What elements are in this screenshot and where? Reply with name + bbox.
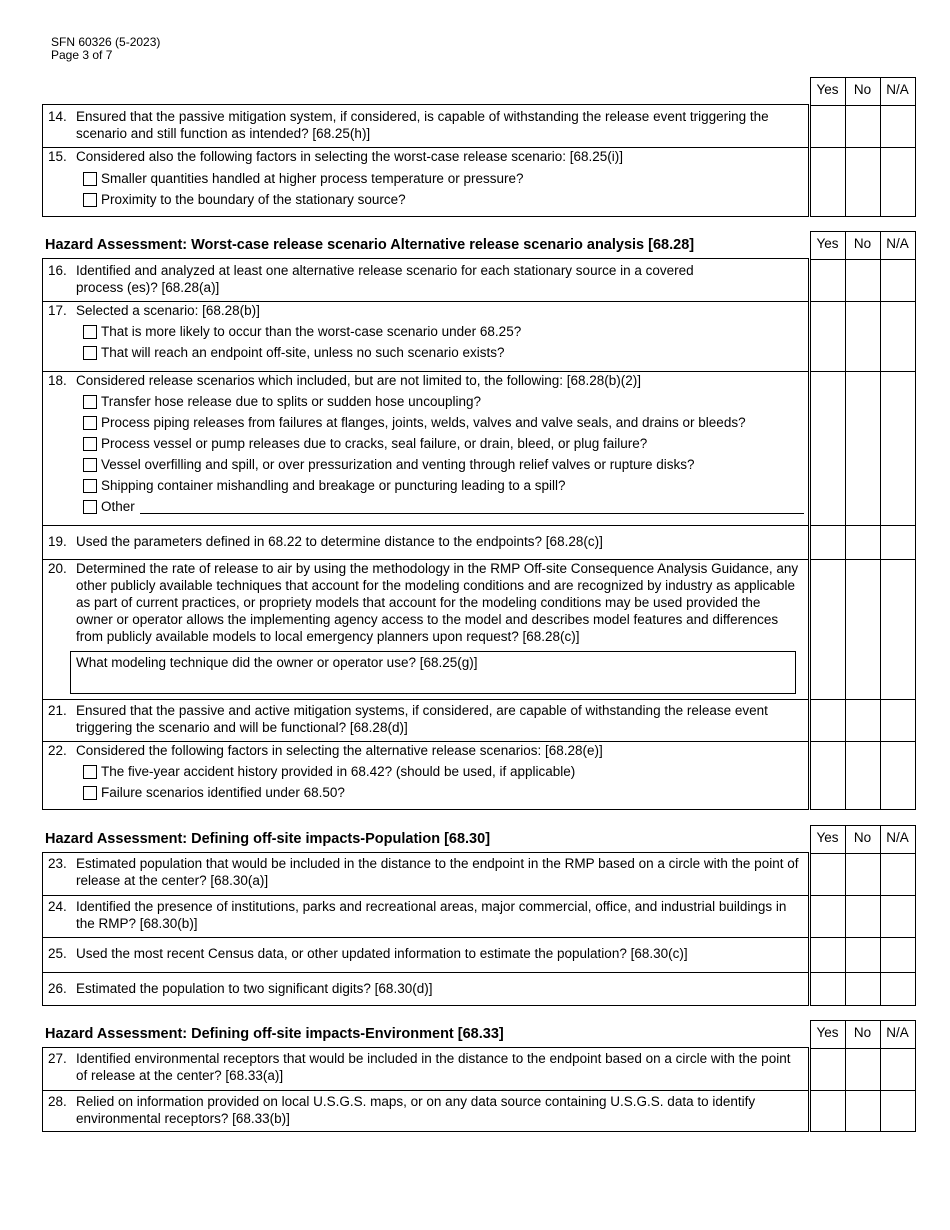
checkbox[interactable]: [83, 786, 97, 800]
question-19: [43, 525, 808, 559]
option-label: Shipping container mishandling and breakage or puncturing leading to a spill?: [101, 478, 566, 493]
question-box-s1: [42, 104, 809, 217]
question-number: 17.: [48, 303, 67, 318]
option-more-likely[interactable]: [83, 323, 521, 340]
question-box-s3: [42, 852, 809, 1006]
question-text: Ensured that the passive mitigation system, if considered, is capable of withstanding the release event triggering the scenario and still function as intended? [68.25(h)]: [76, 109, 769, 141]
yes-header: Yes: [816, 1025, 839, 1040]
question-text: Used the most recent Census data, or other updated information to estimate the population? [68.30(c)]: [76, 946, 688, 961]
option-label: That will reach an endpoint off-site, unless no such scenario exists?: [101, 345, 505, 360]
option-transfer-hose[interactable]: [83, 393, 481, 410]
yes-header: Yes: [816, 82, 839, 97]
checkbox[interactable]: [83, 458, 97, 472]
question-18: [43, 371, 808, 525]
checkbox[interactable]: [83, 479, 97, 493]
checkbox[interactable]: [83, 765, 97, 779]
option-process-piping[interactable]: [83, 414, 746, 431]
question-20: [43, 559, 808, 699]
question-number: 16.: [48, 263, 67, 278]
answer-grid-s3: [810, 825, 916, 1006]
na-header: N/A: [886, 236, 909, 251]
option-vessel-overfilling[interactable]: [83, 456, 695, 473]
na-header: N/A: [886, 830, 909, 845]
question-text: Used the parameters defined in 68.22 to determine distance to the endpoints? [68.28(c)]: [76, 534, 603, 549]
question-21: [43, 699, 808, 741]
section-title-environment: Hazard Assessment: Defining off-site impacts-Environment [68.33]: [45, 1026, 504, 1042]
question-text: Relied on information provided on local U.S.G.S. maps, or on any data source containing U.S.G.S. data to identify environmental receptors? [68.33(b)]: [76, 1094, 756, 1126]
option-label: Other: [101, 499, 135, 514]
question-box-s2: [42, 258, 809, 810]
question-text: Identified and analyzed at least one alternative release scenario for each stationary source in a covered process (es)? [68.28(a)]: [76, 263, 694, 295]
question-number: 24.: [48, 899, 67, 914]
checkbox[interactable]: [83, 416, 97, 430]
option-label: Smaller quantities handled at higher process temperature or pressure?: [101, 171, 524, 186]
question-15: [43, 147, 808, 218]
checkbox[interactable]: [83, 437, 97, 451]
question-text: Estimated the population to two significant digits? [68.30(d)]: [76, 981, 433, 996]
checkbox[interactable]: [83, 325, 97, 339]
question-text: Considered release scenarios which included, but are not limited to, the following: [68.28(b)(2)]: [76, 373, 642, 388]
option-shipping-container[interactable]: [83, 477, 566, 494]
question-25: [43, 937, 808, 972]
option-label: Failure scenarios identified under 68.50?: [101, 785, 345, 800]
no-header: No: [853, 1025, 872, 1040]
question-24: [43, 895, 808, 937]
question-number: 27.: [48, 1051, 67, 1066]
option-proximity-boundary[interactable]: [83, 191, 406, 208]
yes-header: Yes: [816, 236, 839, 251]
section-title-alternative-release: Hazard Assessment: Worst-case release scenario Alternative release scenario analysis [68.28]: [45, 237, 695, 253]
option-label: Process piping releases from failures at flanges, joints, welds, valves and valve seals, and drains or bleeds?: [101, 415, 746, 430]
question-text: Ensured that the passive and active mitigation systems, if considered, are capable of withstanding the release event triggering the scenario and will be functional? [68.28(d)]: [76, 703, 768, 735]
question-number: 25.: [48, 946, 67, 961]
option-label: Process vessel or pump releases due to cracks, seal failure, or drain, bleed, or plug failure?: [101, 436, 648, 451]
question-number: 26.: [48, 981, 67, 996]
checkbox[interactable]: [83, 346, 97, 360]
question-text: Estimated population that would be included in the distance to the endpoint in the RMP based on a circle with the point of release at the center? [68.30(a)]: [76, 856, 799, 888]
answer-grid-s1: [810, 77, 916, 217]
page-number: Page 3 of 7: [51, 48, 113, 62]
checkbox[interactable]: [83, 172, 97, 186]
question-number: 21.: [48, 703, 67, 718]
option-reach-endpoint[interactable]: [83, 344, 504, 361]
question-box-s4: [42, 1047, 809, 1132]
question-number: 28.: [48, 1094, 67, 1109]
question-16: [43, 259, 808, 301]
na-header: N/A: [886, 82, 909, 97]
other-text-field[interactable]: [140, 498, 804, 514]
question-number: 23.: [48, 856, 67, 871]
option-label: The five-year accident history provided in 68.42? (should be used, if applicable): [101, 764, 576, 779]
option-label: Transfer hose release due to splits or sudden hose uncoupling?: [101, 394, 481, 409]
option-label: That is more likely to occur than the worst-case scenario under 68.25?: [101, 324, 522, 339]
section-title-population: Hazard Assessment: Defining off-site impacts-Population [68.30]: [45, 831, 491, 847]
checkbox[interactable]: [83, 395, 97, 409]
question-number: 19.: [48, 534, 67, 549]
question-text: Selected a scenario: [68.28(b)]: [76, 303, 260, 318]
answer-grid-s2: [810, 231, 916, 810]
yes-header: Yes: [816, 830, 839, 845]
question-number: 20.: [48, 561, 67, 576]
na-header: N/A: [886, 1025, 909, 1040]
modeling-technique-field[interactable]: [70, 651, 796, 694]
option-failure-scenarios[interactable]: [83, 784, 345, 801]
question-text: Identified the presence of institutions, parks and recreational areas, major commercial, office, and industrial buildings in the RMP? [68.30(b)]: [76, 899, 787, 931]
checkbox[interactable]: [83, 193, 97, 207]
modeling-technique-label: What modeling technique did the owner or operator use? [68.25(g)]: [76, 655, 478, 670]
option-process-vessel[interactable]: [83, 435, 647, 452]
question-23: [43, 853, 808, 895]
question-text: Considered the following factors in selecting the alternative release scenarios: [68.28(e)]: [76, 743, 603, 758]
question-number: 15.: [48, 149, 67, 164]
question-number: 18.: [48, 373, 67, 388]
option-other[interactable]: [83, 498, 135, 515]
question-text: Identified environmental receptors that would be included in the distance to the endpoint based on a circle with the point of release at the center? [68.33(a)]: [76, 1051, 791, 1083]
question-28: [43, 1090, 808, 1133]
no-header: No: [853, 82, 872, 97]
option-label: Vessel overfilling and spill, or over pressurization and venting through relief valves or rupture disks?: [101, 457, 695, 472]
question-26: [43, 972, 808, 1007]
option-five-year-history[interactable]: [83, 763, 575, 780]
question-number: 14.: [48, 109, 67, 124]
question-27: [43, 1048, 808, 1090]
no-header: No: [853, 830, 872, 845]
no-header: No: [853, 236, 872, 251]
checkbox[interactable]: [83, 500, 97, 514]
question-text: Considered also the following factors in selecting the worst-case release scenario: [68.25(i)]: [76, 149, 624, 164]
question-text: Determined the rate of release to air by using the methodology in the RMP Off-site Consequence Analysis Guidance, any other publicly available techniques that account for the modeling conditions and are recognized by industry as applicable as part of current practices, or propriety models that account for the modeling conditions may be used provided the owner or operator allows the implementing agency access to the model and describes model features and differences from publicly available models to local emergency planners upon request? [68.28(c)]: [76, 561, 799, 644]
form-id: SFN 60326 (5-2023): [51, 35, 161, 49]
question-22: [43, 741, 808, 811]
question-number: 22.: [48, 743, 67, 758]
question-17: [43, 301, 808, 371]
option-smaller-quantities[interactable]: [83, 170, 523, 187]
question-14: [43, 105, 808, 147]
option-label: Proximity to the boundary of the stationary source?: [101, 192, 406, 207]
